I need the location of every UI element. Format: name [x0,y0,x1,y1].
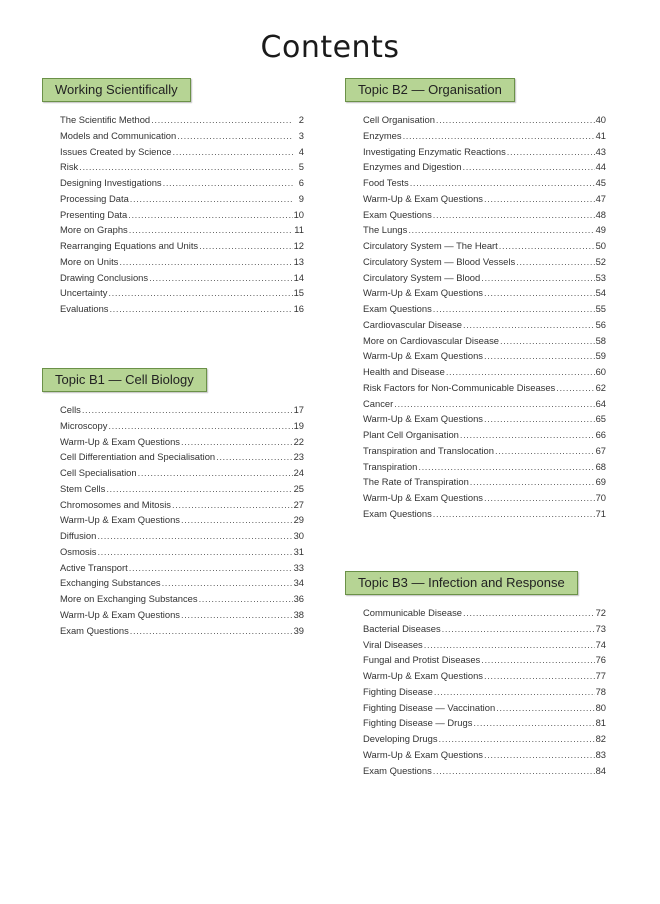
dot-leader [181,512,293,528]
toc-entry[interactable] [60,238,304,254]
dot-leader [79,159,293,175]
entry-list [345,112,606,522]
toc-entry[interactable] [363,207,606,223]
dot-leader [181,434,293,450]
entry-title: Osmosis [60,545,97,557]
entry-list [42,112,304,317]
entry-page-number: 33 [293,561,304,573]
dot-leader [410,175,595,191]
entry-page-number: 48 [595,208,606,220]
entry-title: Plant Cell Organisation [363,429,459,440]
entry-title: Cancer [363,397,394,409]
entry-page-number: 31 [293,545,304,557]
toc-entry[interactable] [363,238,606,254]
toc-entry[interactable] [363,459,606,475]
entry-page-number: 58 [595,334,606,346]
dot-leader [151,112,293,128]
section-header: Topic B3 — Infection and Response [345,571,578,595]
entry-title: Rearranging Equations and Units [60,240,199,251]
toc-entry[interactable] [363,684,606,700]
toc-entry[interactable] [363,506,606,522]
dot-leader [216,449,292,465]
entry-title: Exam Questions [60,624,129,636]
entry-title: The Lungs [363,224,408,236]
toc-entry[interactable] [363,411,606,427]
toc-entry[interactable] [60,497,304,513]
entry-page-number: 59 [595,350,606,362]
entry-page-number: 76 [595,654,606,666]
entry-title: Warm-Up & Exam Questions [363,492,483,503]
entry-page-number: 38 [293,608,304,620]
toc-entry[interactable] [363,222,606,238]
entry-title: Uncertainty [60,287,108,299]
entry-page-number: 5 [298,161,304,173]
dot-leader [470,474,595,490]
entry-title: Processing Data [60,192,129,204]
toc-entry[interactable] [363,128,606,144]
dot-leader [507,144,595,160]
toc-entry[interactable] [60,270,304,286]
toc-entry[interactable] [363,191,606,207]
dot-leader [108,285,292,301]
dot-leader [516,254,594,270]
toc-entry[interactable] [60,434,304,450]
toc-entry[interactable] [60,449,304,465]
toc-entry[interactable] [363,175,606,191]
toc-entry[interactable] [60,418,304,434]
toc-entry[interactable] [363,731,606,747]
toc-entry[interactable] [363,652,606,668]
dot-leader [138,465,293,481]
dot-leader [130,623,293,639]
entry-page-number: 12 [293,240,304,251]
entry-page-number: 81 [595,717,606,729]
entry-title: Enzymes and Digestion [363,161,462,173]
toc-entry[interactable] [60,607,304,623]
dot-leader [149,270,293,286]
entry-page-number: 44 [595,161,606,173]
entry-title: Presenting Data [60,208,128,220]
section-header: Topic B2 — Organisation [345,78,515,102]
dot-leader [408,222,594,238]
section-topic-b2 [345,78,606,522]
entry-list [345,605,606,778]
dot-leader [481,652,594,668]
dot-leader [499,238,595,254]
entry-page-number: 34 [293,577,304,589]
entry-page-number: 72 [595,607,606,618]
entry-page-number: 55 [595,303,606,314]
dot-leader [433,506,595,522]
entry-title: More on Units [60,255,119,267]
entry-title: Risk [60,161,79,173]
toc-entry[interactable] [363,301,606,317]
entry-page-number: 22 [293,435,304,447]
entry-page-number: 52 [595,255,606,267]
entry-page-number: 36 [293,593,304,604]
dot-leader [418,459,594,475]
dot-leader [433,763,595,779]
dot-leader [181,607,293,623]
entry-title: Viral Diseases [363,638,423,650]
entry-page-number: 43 [595,145,606,157]
dot-leader [433,207,595,223]
entry-page-number: 10 [293,208,304,220]
toc-entry[interactable] [60,544,304,560]
toc-entry[interactable] [363,333,606,349]
dot-leader [484,285,595,301]
toc-entry[interactable] [363,668,606,684]
dot-leader [97,528,292,544]
dot-leader [484,348,595,364]
entry-title: Bacterial Diseases [363,622,441,634]
toc-entry[interactable] [363,317,606,333]
dot-leader [130,191,293,207]
section-header: Topic B1 — Cell Biology [42,368,207,392]
dot-leader [442,621,595,637]
entry-page-number: 84 [595,764,606,776]
toc-entry[interactable] [363,747,606,763]
dot-leader [473,715,594,731]
entry-title: Warm-Up & Exam Questions [363,670,483,681]
toc-entry[interactable] [363,396,606,412]
dot-leader [172,497,293,513]
entry-list [42,402,304,638]
dot-leader [484,191,595,207]
dot-leader [460,427,595,443]
entry-page-number: 67 [595,444,606,456]
dot-leader [109,301,292,317]
dot-leader [403,128,595,144]
entry-title: Fungal and Protist Diseases [363,654,481,666]
dot-leader [439,731,595,747]
entry-page-number: 77 [595,670,606,681]
toc-entry[interactable] [60,128,304,144]
entry-page-number: 23 [293,451,304,463]
toc-entry[interactable] [60,222,304,238]
entry-page-number: 83 [595,748,606,760]
entry-title: Circulatory System — The Heart [363,240,498,251]
entry-page-number: 6 [298,177,304,188]
dot-leader [434,684,595,700]
entry-title: Communicable Disease [363,607,463,618]
toc-entry[interactable] [60,402,304,418]
entry-page-number: 62 [595,381,606,393]
section-topic-b3 [345,571,606,778]
dot-leader [433,301,595,317]
entry-page-number: 47 [595,192,606,204]
toc-entry[interactable] [60,591,304,607]
toc-entry[interactable] [363,254,606,270]
entry-page-number: 29 [293,514,304,526]
entry-title: Transpiration and Translocation [363,444,494,456]
dot-leader [436,112,595,128]
dot-leader [106,481,292,497]
toc-entry[interactable] [363,763,606,779]
entry-title: Food Tests [363,177,409,188]
entry-page-number: 39 [293,624,304,636]
dot-leader [199,591,293,607]
entry-title: Cell Organisation [363,114,435,125]
entry-page-number: 49 [595,224,606,236]
dot-leader [199,238,292,254]
entry-title: Risk Factors for Non-Communicable Diseases [363,381,556,393]
entry-page-number: 17 [293,404,304,415]
dot-leader [108,418,292,434]
toc-entry[interactable] [363,112,606,128]
entry-title: Microscopy [60,419,108,431]
toc-entry[interactable] [363,144,606,160]
entry-page-number: 82 [595,733,606,744]
toc-entry[interactable] [60,512,304,528]
toc-entry[interactable] [363,637,606,653]
entry-title: Warm-Up & Exam Questions [363,350,483,362]
dot-leader [119,254,292,270]
toc-entry[interactable] [60,144,304,160]
entry-page-number: 74 [595,638,606,650]
dot-leader [556,380,594,396]
toc-entry[interactable] [363,159,606,175]
entry-title: Exam Questions [363,303,432,314]
entry-page-number: 54 [595,287,606,299]
entry-title: Designing Investigations [60,177,162,188]
entry-title: Exam Questions [363,507,432,519]
entry-title: Investigating Enzymatic Reactions [363,145,506,157]
entry-title: Exam Questions [363,764,432,776]
entry-title: Models and Communication [60,129,177,141]
entry-page-number: 66 [595,429,606,440]
entry-title: Evaluations [60,303,109,314]
toc-entry[interactable] [363,474,606,490]
entry-title: More on Graphs [60,224,128,236]
entry-page-number: 69 [595,476,606,488]
entry-title: The Rate of Transpiration [363,476,469,488]
entry-page-number: 15 [293,287,304,299]
entry-page-number: 19 [293,419,304,431]
dot-leader [177,128,293,144]
entry-page-number: 45 [595,177,606,188]
entry-page-number: 27 [293,498,304,510]
dot-leader [394,396,594,412]
entry-page-number: 16 [293,303,304,314]
dot-leader [496,700,594,716]
entry-title: Warm-Up & Exam Questions [363,287,483,299]
toc-entry[interactable] [60,301,304,317]
entry-title: Transpiration [363,460,418,472]
toc-entry[interactable] [60,159,304,175]
toc-entry[interactable] [60,481,304,497]
dot-leader [484,490,595,506]
entry-page-number: 41 [595,129,606,141]
dot-leader [463,605,595,621]
entry-title: Chromosomes and Mitosis [60,498,171,510]
toc-entry[interactable] [363,285,606,301]
toc-entry[interactable] [363,380,606,396]
entry-page-number: 14 [293,271,304,283]
entry-title: Developing Drugs [363,733,438,744]
entry-page-number: 40 [595,114,606,125]
dot-leader [484,668,595,684]
section-working-scientifically [42,78,304,317]
toc-entry[interactable] [363,270,606,286]
entry-title: Active Transport [60,561,128,573]
dot-leader [424,637,595,653]
entry-title: Exchanging Substances [60,577,161,589]
dot-leader [97,544,292,560]
entry-title: Exam Questions [363,208,432,220]
entry-title: Warm-Up & Exam Questions [363,748,483,760]
toc-entry[interactable] [60,623,304,639]
toc-entry[interactable] [60,112,304,128]
entry-page-number: 24 [293,467,304,478]
dot-leader [446,364,595,380]
entry-title: Issues Created by Science [60,145,172,157]
entry-page-number: 78 [595,685,606,697]
entry-title: Circulatory System — Blood Vessels [363,255,516,267]
toc-entry[interactable] [60,207,304,223]
entry-title: Health and Disease [363,366,445,377]
entry-page-number: 3 [298,129,304,141]
dot-leader [463,317,595,333]
entry-page-number: 68 [595,460,606,472]
toc-entry[interactable] [60,191,304,207]
toc-entry[interactable] [60,254,304,270]
entry-title: Warm-Up & Exam Questions [60,608,180,620]
entry-title: Diffusion [60,530,97,541]
entry-title: Cell Specialisation [60,467,137,478]
entry-title: Cardiovascular Disease [363,318,463,330]
dot-leader [481,270,594,286]
toc-entry[interactable] [363,605,606,621]
dot-leader [495,443,595,459]
entry-title: Warm-Up & Exam Questions [60,514,180,526]
entry-title: Stem Cells [60,482,106,494]
entry-title: Fighting Disease — Vaccination [363,701,496,713]
dot-leader [484,411,595,427]
toc-entry[interactable] [60,575,304,591]
toc-entry[interactable] [363,621,606,637]
entry-page-number: 53 [595,271,606,283]
entry-page-number: 13 [293,255,304,267]
entry-title: Warm-Up & Exam Questions [363,413,483,425]
toc-entry[interactable] [60,560,304,576]
entry-page-number: 73 [595,622,606,634]
entry-title: Cells [60,404,81,415]
entry-page-number: 30 [293,530,304,541]
entry-title: More on Cardiovascular Disease [363,334,499,346]
dot-leader [163,175,293,191]
entry-title: The Scientific Method [60,114,151,125]
entry-page-number: 50 [595,240,606,251]
entry-page-number: 11 [294,224,304,236]
entry-page-number: 25 [293,482,304,494]
dot-leader [128,207,292,223]
entry-page-number: 71 [595,507,606,519]
dot-leader [173,144,293,160]
toc-entry[interactable] [60,528,304,544]
entry-title: Cell Differentiation and Specialisation [60,451,216,463]
entry-page-number: 70 [595,492,606,503]
entry-title: Fighting Disease [363,685,433,697]
entry-title: Fighting Disease — Drugs [363,717,473,729]
entry-page-number: 4 [298,145,304,157]
dot-leader [82,402,293,418]
entry-page-number: 65 [595,413,606,425]
page-title: Contents [260,30,400,65]
dot-leader [484,747,595,763]
dot-leader [129,222,293,238]
dot-leader [162,575,293,591]
entry-page-number: 9 [298,192,304,204]
toc-entry[interactable] [60,175,304,191]
toc-entry[interactable] [60,285,304,301]
entry-title: Circulatory System — Blood [363,271,481,283]
dot-leader [129,560,293,576]
toc-entry[interactable] [363,490,606,506]
entry-page-number: 64 [595,397,606,409]
toc-entry[interactable] [60,465,304,481]
entry-title: More on Exchanging Substances [60,593,198,604]
entry-page-number: 56 [595,318,606,330]
section-header: Working Scientifically [42,78,191,102]
entry-page-number: 80 [595,701,606,713]
entry-title: Drawing Conclusions [60,271,149,283]
toc-entry[interactable] [363,443,606,459]
entry-title: Warm-Up & Exam Questions [60,435,180,447]
toc-entry[interactable] [363,427,606,443]
section-topic-b1 [42,368,304,638]
toc-entry[interactable] [363,700,606,716]
dot-leader [463,159,595,175]
toc-entry[interactable] [363,348,606,364]
entry-title: Warm-Up & Exam Questions [363,192,483,204]
dot-leader [500,333,595,349]
toc-entry[interactable] [363,364,606,380]
entry-page-number: 60 [595,366,606,377]
entry-title: Enzymes [363,129,402,141]
entry-page-number: 2 [298,114,304,125]
toc-entry[interactable] [363,715,606,731]
